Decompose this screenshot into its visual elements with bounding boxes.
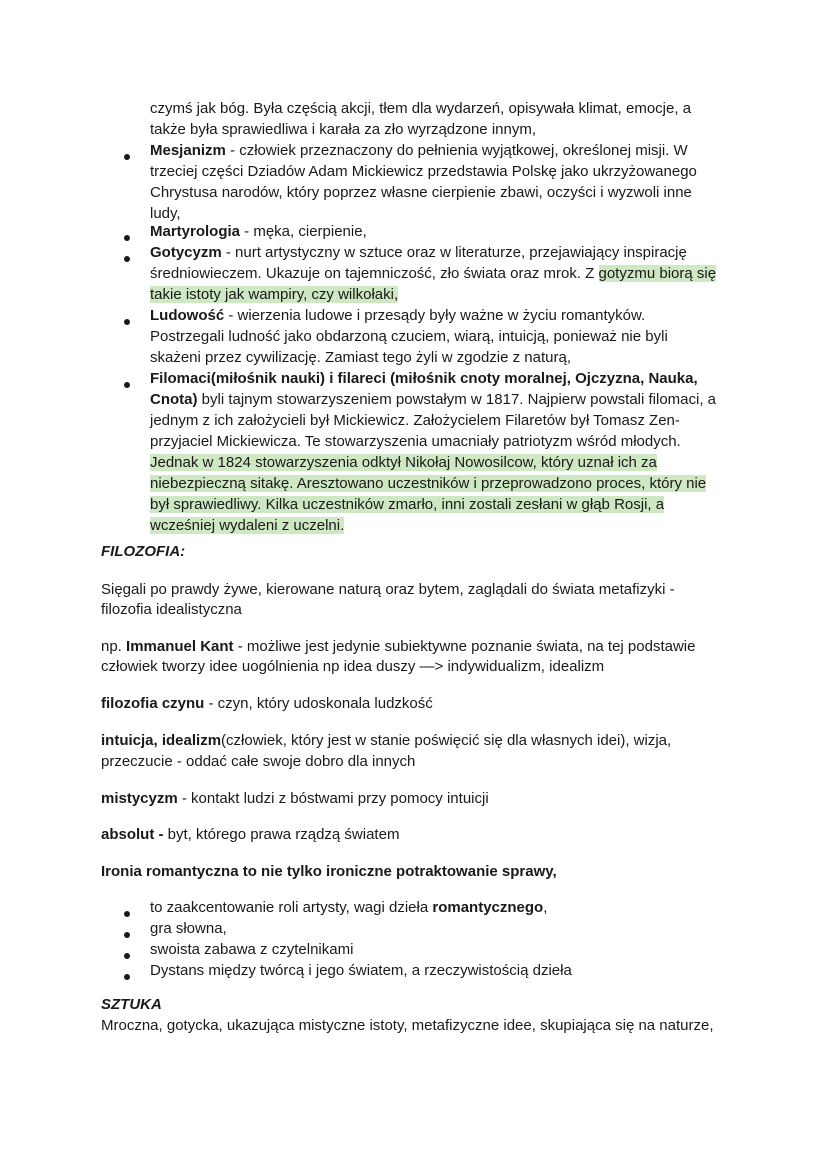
highlighted-text: takie istoty jak wampiry, czy wilkołaki, [150, 286, 399, 303]
filomaci-line [150, 452, 657, 473]
bullet-icon [124, 154, 130, 160]
paragraph-line: Mroczna, gotycka, ukazująca mistyczne istoty, metafizyczne idee, skupiająca się na naturze, [101, 1017, 714, 1034]
highlighted-text: niebezpieczną sitakę. Aresztowano uczestników i przeprowadzono proces, który nie [150, 475, 707, 492]
section-heading-sztuka: SZTUKA [101, 996, 162, 1013]
bullet-icon [124, 974, 130, 980]
gotycyzm-line: średniowieczem. Ukazuje on tajemniczość, zło świata oraz mrok. Z gotyzmu biorą się [150, 265, 717, 282]
bullet-icon [124, 953, 130, 959]
gotycyzm-line: Gotycyzm - nurt artystyczny w sztuce oraz w literaturze, przejawiający inspirację [150, 244, 687, 261]
bullet-icon [124, 235, 130, 241]
list-item: swoista zabawa z czytelnikami [150, 941, 354, 958]
paragraph-line: filozofia idealistyczna [101, 601, 242, 618]
bullet-icon [124, 932, 130, 938]
list-item: gra słowna, [150, 920, 227, 937]
paragraph-line: człowiek tworzy idee uogólnienia np idea duszy —> indywidualizm, idealizm [101, 658, 605, 675]
paragraph-line: absolut - byt, którego prawa rządzą światem [101, 826, 400, 843]
filomaci-line [150, 473, 706, 494]
filomaci-line [150, 368, 698, 389]
intro-line: czymś jak bóg. Była częścią akcji, tłem dla wydarzeń, opisywała klimat, emocje, a [150, 100, 692, 117]
paragraph-line: filozofia czynu - czyn, który udoskonala ludzkość [101, 695, 433, 712]
intro-line: także była sprawiedliwa i karała za zło wyrządzone innym, [150, 121, 537, 138]
ironia-heading: Ironia romantyczna to nie tylko ironiczne potraktowanie sprawy, [101, 863, 557, 880]
highlighted-text: Jednak w 1824 stowarzyszenia odktył Nikołaj Nowosilcow, który uznał ich za [150, 454, 657, 471]
term-mesjanizm: Mesjanizm [150, 142, 226, 159]
paragraph-line: przeczucie - oddać całe swoje dobro dla innych [101, 753, 416, 770]
term-martyrologia: Martyrologia [150, 223, 241, 240]
paragraph-line: Sięgali po prawdy żywe, kierowane naturą oraz bytem, zaglądali do świata metafizyki - [101, 581, 675, 598]
mesjanizm-line: Chrystusa narodów, który poprzez własne cierpienie zbawi, oczyści i wyzwoli inne [150, 184, 692, 201]
filomaci-line [150, 515, 344, 536]
ludowosc-line: Postrzegali ludność jako obdarzoną czuciem, wiarą, intuicją, ponieważ nie byli [150, 328, 668, 345]
highlighted-text: wcześniej wydaleni z uczelni. [150, 517, 345, 534]
paragraph-line: intuicja, idealizm(człowiek, który jest w stanie poświęcić się dla własnych idei), wizja, [101, 732, 672, 749]
bullet-icon [124, 911, 130, 917]
term-gotycyzm: Gotycyzm [150, 244, 222, 261]
bullet-icon [124, 256, 130, 262]
mesjanizm-line: ludy, [150, 205, 181, 222]
filomaci-line [150, 494, 664, 515]
ludowosc-line: skażeni przez cywilizację. Zamiast tego żyli w zgodzie z naturą, [150, 349, 571, 366]
term-absolut: absolut - [101, 826, 164, 843]
mesjanizm-line: Mesjanizm - człowiek przeznaczony do pełnienia wyjątkowej, określonej misji. W [150, 142, 688, 159]
list-item: Dystans między twórcą i jego światem, a rzeczywistością dzieła [150, 962, 572, 979]
term-filozofia-czynu: filozofia czynu [101, 695, 205, 712]
bullet-icon [124, 319, 130, 325]
list-item: to zaakcentowanie roli artysty, wagi dzieła romantycznego, [150, 899, 548, 916]
mesjanizm-line: trzeciej części Dziadów Adam Mickiewicz przedstawia Polskę jako ukrzyżowanego [150, 163, 697, 180]
bullet-icon [124, 382, 130, 388]
ludowosc-line: Ludowość - wierzenia ludowe i przesądy były ważne w życiu romantyków. [150, 307, 646, 324]
paragraph-line: mistycyzm - kontakt ludzi z bóstwami przy pomocy intuicji [101, 790, 489, 807]
filomaci-line: Cnota) byli tajnym stowarzyszeniem powstałym w 1817. Najpierw powstali filomaci, a [150, 391, 717, 408]
gotycyzm-line [150, 284, 398, 305]
section-heading-filozofia: FILOZOFIA: [101, 543, 186, 560]
martyrologia-line: Martyrologia - męka, cierpienie, [150, 223, 367, 240]
term-intuicja: intuicja, idealizm [101, 732, 222, 749]
highlighted-text: był sprawiedliwy. Kilka uczestników zmarło, inni zostali zesłani w głąb Rosji, a [150, 496, 665, 513]
term-filomaci: Filomaci(miłośnik nauki) i filareci (miłośnik cnoty moralnej, Ojczyzna, Nauka, [150, 370, 698, 387]
term-ludowosc: Ludowość [150, 307, 225, 324]
highlighted-text: gotyzmu biorą się [598, 265, 717, 282]
filomaci-line: jednym z ich założycieli był Mickiewicz. Założycielem Filaretów był Tomasz Zen- [150, 412, 680, 429]
term-kant: Immanuel Kant [126, 638, 234, 655]
paragraph-line: np. Immanuel Kant - możliwe jest jedynie subiektywne poznanie świata, na tej podstawie [101, 638, 696, 655]
filomaci-line: przyjaciel Mickiewicza. Te stowarzyszenia umacniały patriotyzm wśród młodych. [150, 433, 681, 450]
term-mistycyzm: mistycyzm [101, 790, 178, 807]
